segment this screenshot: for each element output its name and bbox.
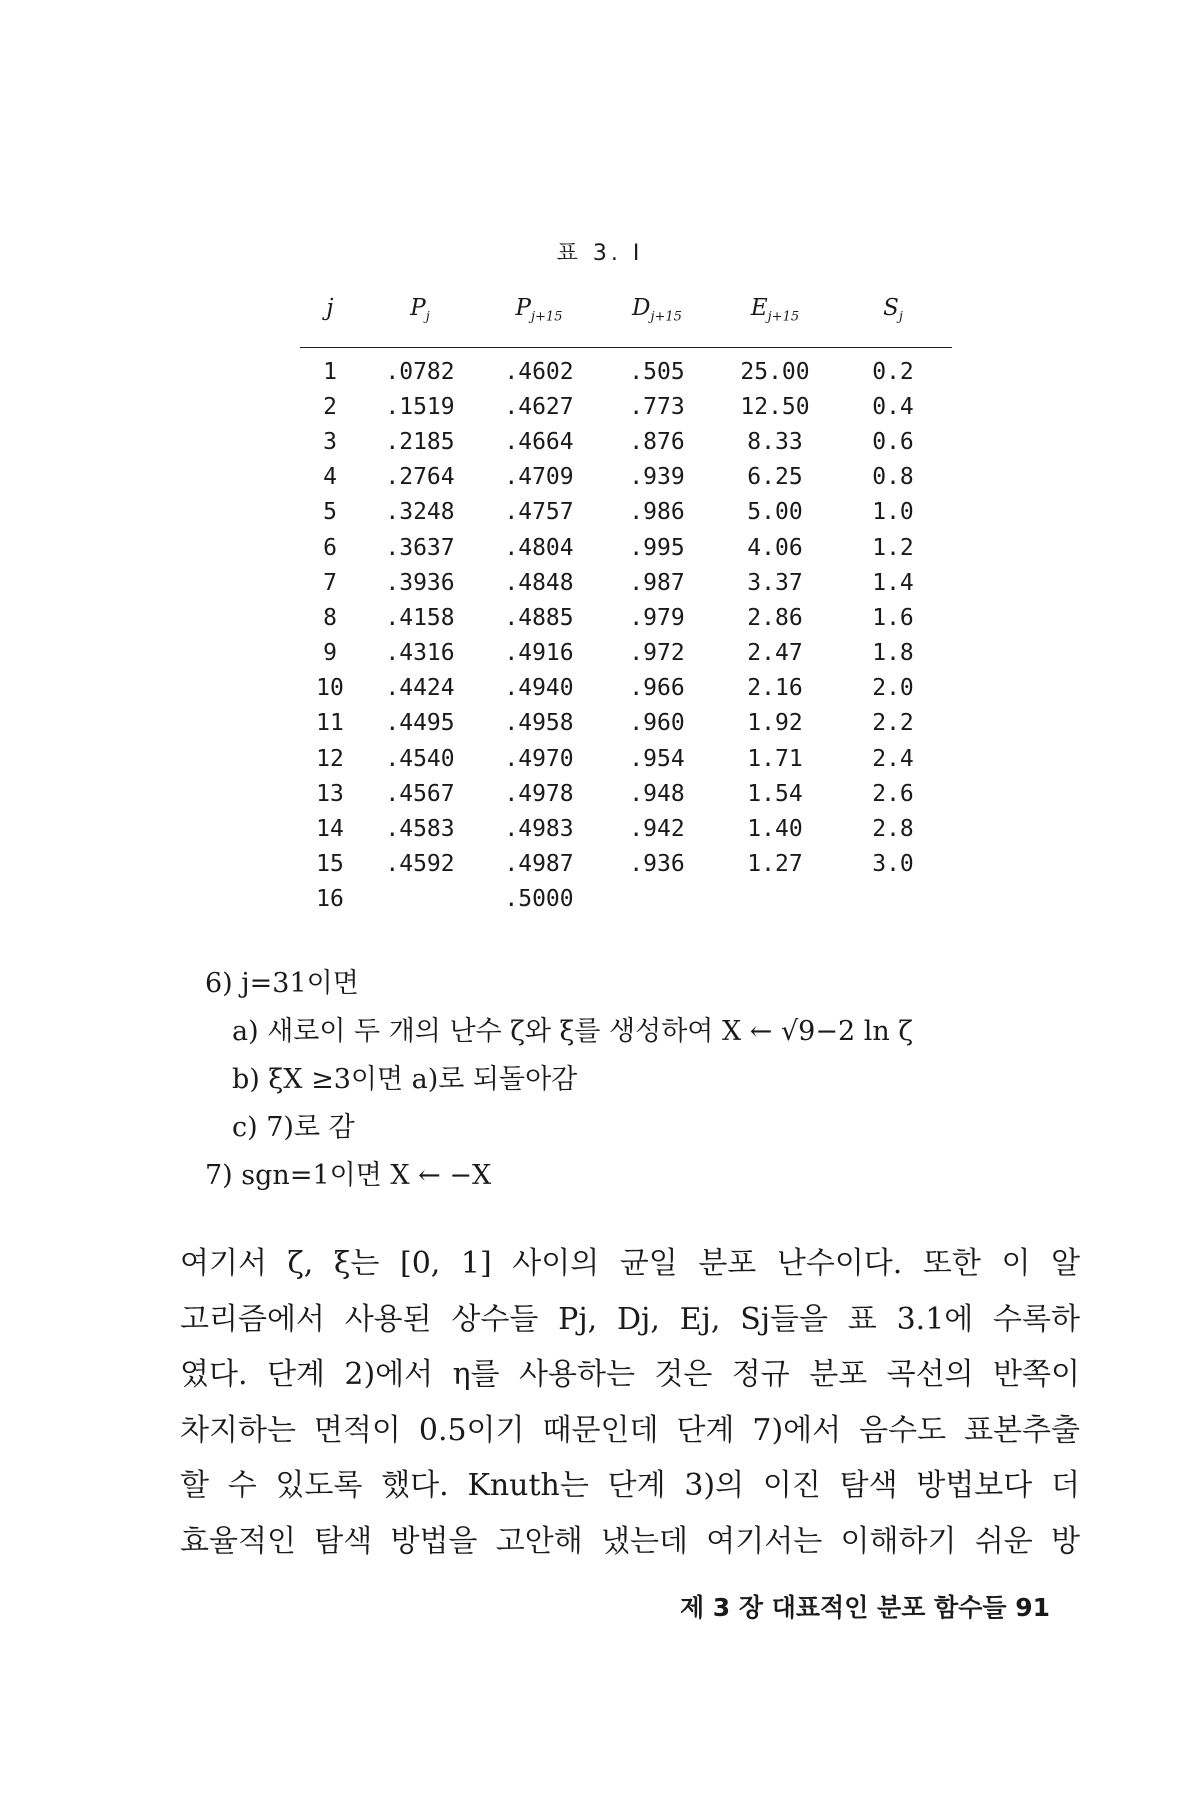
table-row: [300, 348, 952, 390]
table-cell: .936: [629, 851, 685, 878]
table-cell: [834, 882, 952, 917]
table-cell: .4592: [385, 851, 455, 878]
table-cell: 15: [316, 851, 344, 878]
paragraph-line: 차지하는 면적이 0.5이기 때문인데 단계 7)에서 음수도 표본추출: [180, 1412, 1080, 1448]
table-cell: 13: [316, 780, 344, 807]
paragraph-line: 효율적인 탐색 방법을 고안해 냈는데 여기서는 이해하기 쉬운 방: [180, 1523, 1080, 1559]
table-row: [300, 776, 952, 811]
table-cell: .4970: [504, 745, 574, 772]
table-cell: 5: [323, 499, 337, 526]
table-header-row: [300, 295, 952, 348]
table-cell: 5.00: [747, 499, 803, 526]
table-cell: 16: [316, 886, 344, 913]
table-cell: 2.16: [747, 675, 803, 702]
step-6a: a) 새로이 두 개의 난수 ζ와 ξ를 생성하여 X ← √9−2 ln ζ: [232, 1016, 913, 1047]
table-cell: 8: [323, 604, 337, 631]
step-7: 7) sgn=1이면 X ← −X: [205, 1160, 492, 1191]
algorithm-steps: [205, 960, 1025, 1200]
table-cell: .1519: [385, 393, 455, 420]
table-cell: .2764: [385, 464, 455, 491]
table-cell: .4664: [504, 428, 574, 455]
table-cell: .4495: [385, 710, 455, 737]
table-cell: .2185: [385, 428, 455, 455]
table-cell: .4757: [504, 499, 574, 526]
step-6: 6) j=31이면: [205, 968, 359, 999]
table-cell: .4709: [504, 464, 574, 491]
table-cell: 12: [316, 745, 344, 772]
header-sj: $S_j$: [834, 295, 952, 348]
table-cell: .4940: [504, 675, 574, 702]
table-cell: 2: [323, 393, 337, 420]
header-dj15: $D_{j+15}$: [598, 295, 716, 348]
table-cell: .3248: [385, 499, 455, 526]
table-row: [300, 530, 952, 565]
paragraph-line: 여기서 ζ, ξ는 [0, 1] 사이의 균일 분포 난수이다. 또한 이 알: [180, 1246, 1080, 1281]
table-cell: 14: [316, 816, 344, 843]
table-cell: 1.40: [747, 816, 803, 843]
page-footer: 제 3 장 대표적인 분포 함수들 91: [679, 1593, 1050, 1622]
table-cell: .948: [629, 780, 685, 807]
table-cell: 7: [323, 569, 337, 596]
table-row: [300, 600, 952, 635]
table-cell: 2.86: [747, 604, 803, 631]
table-cell: 12.50: [740, 393, 810, 420]
table-cell: 3.0: [872, 851, 914, 878]
table-cell: 2.2: [872, 710, 914, 737]
table-cell: .972: [629, 640, 685, 667]
table-cell: .4848: [504, 569, 574, 596]
table-cell: .939: [629, 464, 685, 491]
header-pj: $P_j$: [360, 295, 480, 348]
table-cell: .4983: [504, 816, 574, 843]
table-body: [300, 348, 952, 918]
table-cell: .5000: [504, 886, 574, 913]
table-caption: 표 3. I: [556, 241, 644, 266]
table-row: [300, 706, 952, 741]
table-row: [300, 460, 952, 495]
table-cell: 6.25: [747, 464, 803, 491]
table-cell: [716, 882, 834, 917]
table-cell: 1.71: [747, 745, 803, 772]
table-cell: .979: [629, 604, 685, 631]
table-cell: 2.47: [747, 640, 803, 667]
table-cell: .4958: [504, 710, 574, 737]
table-row: [300, 741, 952, 776]
table-cell: .4804: [504, 534, 574, 561]
table-cell: .4567: [385, 780, 455, 807]
table-cell: 0.2: [872, 358, 914, 385]
table-cell: 3.37: [747, 569, 803, 596]
table-cell: 2.8: [872, 816, 914, 843]
table-row: [300, 565, 952, 600]
table-cell: .995: [629, 534, 685, 561]
header-ej15: $E_{j+15}$: [716, 295, 834, 348]
step-6b: b) ξX ≥3이면 a)로 되돌아감: [232, 1064, 578, 1095]
header-j: j: [300, 295, 360, 348]
table-cell: 1.8: [872, 640, 914, 667]
paragraph-line: 고리즘에서 사용된 상수들 Pj, Dj, Ej, Sj들을 표 3.1에 수록하: [180, 1301, 1080, 1337]
table-cell: 0.4: [872, 393, 914, 420]
table-row: [300, 811, 952, 846]
header-pj15: $P_{j+15}$: [480, 295, 598, 348]
table-row: [300, 495, 952, 530]
table-row: [300, 671, 952, 706]
step-6c: c) 7)로 감: [232, 1112, 355, 1143]
table-cell: .505: [629, 358, 685, 385]
table-cell: 0.6: [872, 428, 914, 455]
table-cell: 2.4: [872, 745, 914, 772]
table-cell: .4602: [504, 358, 574, 385]
body-paragraph: [180, 1236, 1080, 1569]
table-cell: 1.2: [872, 534, 914, 561]
table-cell: 1: [323, 358, 337, 385]
table-cell: .4424: [385, 675, 455, 702]
table-cell: .876: [629, 428, 685, 455]
table-cell: 1.54: [747, 780, 803, 807]
table-cell: 25.00: [740, 358, 810, 385]
table-cell: 2.6: [872, 780, 914, 807]
constants-table: [300, 295, 952, 917]
paragraph-line: 였다. 단계 2)에서 η를 사용하는 것은 정규 분포 곡선의 반쪽이: [180, 1357, 1080, 1392]
table-cell: 8.33: [747, 428, 803, 455]
table-row: [300, 424, 952, 459]
table-cell: 6: [323, 534, 337, 561]
table-cell: .942: [629, 816, 685, 843]
table-cell: 9: [323, 640, 337, 667]
table-cell: 1.0: [872, 499, 914, 526]
table-cell: .4978: [504, 780, 574, 807]
table-cell: [598, 882, 716, 917]
table-cell: 1.4: [872, 569, 914, 596]
table-row: [300, 636, 952, 671]
table-cell: 2.0: [872, 675, 914, 702]
table-cell: .987: [629, 569, 685, 596]
table-cell: .4583: [385, 816, 455, 843]
table-cell: .773: [629, 393, 685, 420]
table-cell: 1.27: [747, 851, 803, 878]
table-row: [300, 882, 952, 917]
table-cell: .954: [629, 745, 685, 772]
table-cell: 1.92: [747, 710, 803, 737]
table-cell: 4: [323, 464, 337, 491]
table-cell: .0782: [385, 358, 455, 385]
table-row: [300, 847, 952, 882]
table-cell: .4627: [504, 393, 574, 420]
table-cell: .4158: [385, 604, 455, 631]
table-cell: .4540: [385, 745, 455, 772]
table-cell: .4987: [504, 851, 574, 878]
table-cell: .960: [629, 710, 685, 737]
table-cell: 0.8: [872, 464, 914, 491]
table-cell: .3637: [385, 534, 455, 561]
table-cell: .4316: [385, 640, 455, 667]
table-cell: 3: [323, 428, 337, 455]
table-cell: .986: [629, 499, 685, 526]
table-cell: 11: [316, 710, 344, 737]
table-row: [300, 389, 952, 424]
table-cell: 10: [316, 675, 344, 702]
table-cell: .4885: [504, 604, 574, 631]
table-cell: .966: [629, 675, 685, 702]
table-cell: .4916: [504, 640, 574, 667]
paragraph-line: 할 수 있도록 했다. Knuth는 단계 3)의 이진 탐색 방법보다 더: [180, 1468, 1080, 1503]
table-cell: [360, 882, 480, 917]
table-cell: .3936: [385, 569, 455, 596]
table-cell: 1.6: [872, 604, 914, 631]
table-cell: 4.06: [747, 534, 803, 561]
